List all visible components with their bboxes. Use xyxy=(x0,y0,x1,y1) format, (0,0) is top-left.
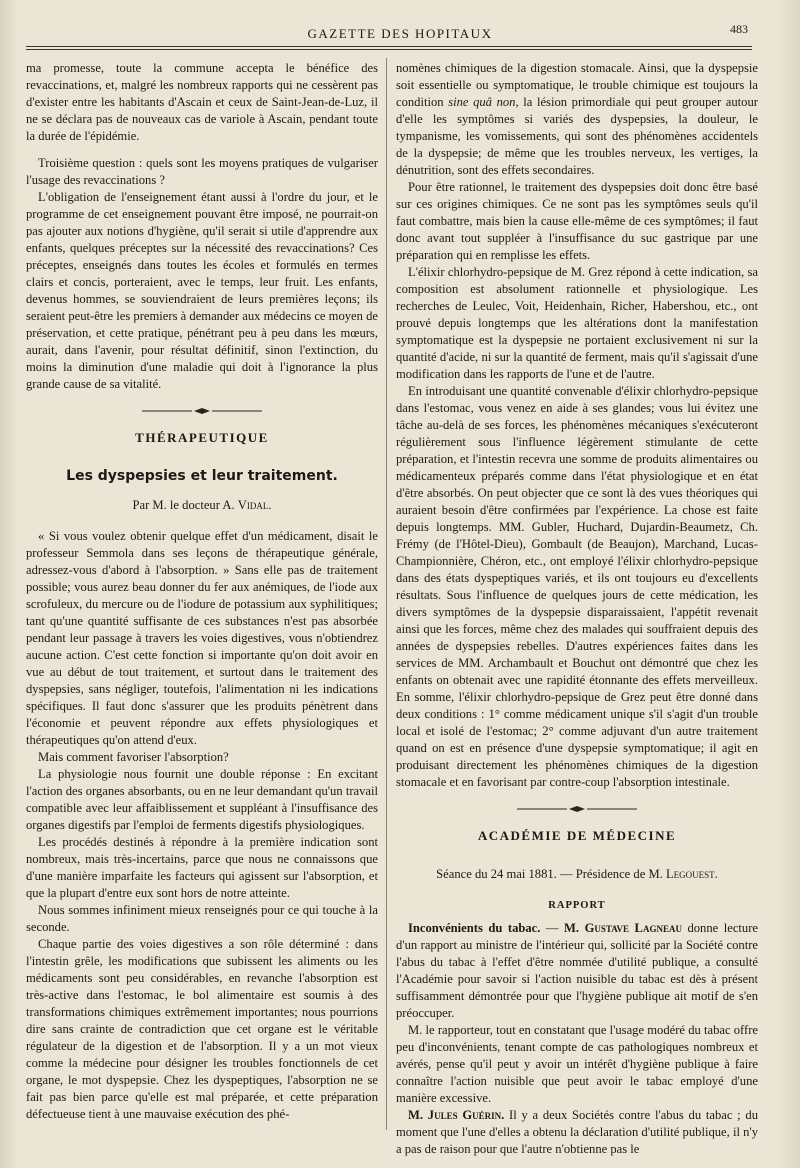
page-number: 483 xyxy=(730,22,748,36)
paragraph: M. le rapporteur, tout en constatant que l'usage modéré du tabac offre peu d'inconvénients, tenant compte de cas pathologiques nombreux et avérés, pense qu'il peut y avoir un intérêt d'hygiène publique à faire connaître l'action nuisible que peut avoir le tabac employé d'une manière excessive. xyxy=(396,1023,758,1105)
byline-prefix: Par M. le docteur A. xyxy=(132,498,238,512)
paragraph: Chaque partie des voies digestives a son rôle déterminé : dans l'intestin grêle, les modifications que subissent les aliments ou les médicaments sont peu considérables, en revanche l'absorption est très-active dans l'estomac, le bol alimentaire est soumis à des transformations chimiques extrêmement importantes; nous pourrions dire sans crainte de contradiction que cet organe est le véritable régulateur de la digestion et de l'absorption. Il y a un mot vieux comme la médecine pour désigner les troubles fonctionnels de cet organe, le mot dyspepsie. Chez les dyspeptiques, l'absorption ne se fait pas bien parce qu'elle est mal préparée, et cette préparation défectueuse tient à une mauvaise exécution des phé- xyxy=(26,937,378,1121)
paragraph: La physiologie nous fournit une double réponse : En excitant l'action des organes absorbants, ou en ne leur demandant qu'un travail compatible avec leur affaiblissement et suppléant à l'insuffisance des organes digestifs par l'emploi de ferments digestifs physiologiques. xyxy=(26,767,378,832)
left-column xyxy=(26,60,378,1128)
president-name: Legouest xyxy=(665,867,715,881)
paragraph: Les procédés destinés à répondre à la première indication sont nombreux, mais très-incertains, parce que nous ne connaissons que d'une manière imparfaite les facteurs qui agissent sur l'absorption, et que la plupart d'entre eux sont hors de notre atteinte. xyxy=(26,835,378,900)
right-column xyxy=(396,60,759,1156)
ornament-divider xyxy=(142,407,262,415)
paragraph: « Si vous voulez obtenir quelque effet d'un médicament, disait le professeur Semmola dans ses leçons de thérapeutique générale, adressez-vous d'abord à l'absorption. » Sans elle pas de traitement possible; vous aurez beau donner du fer aux anémiques, de l'iode aux scrofuleux, du mercure ou de l'iodure de potassium aux syphilitiques; tant qu'une quantité suffisante de ces substances n'est pas absorbée pendant leur passage à travers les voies digestives, vous n'obtiendrez aucune action. C'est cette fonction si importante qu'on doit avoir en vue au début de tout traitement, et surtout dans le traitement des dyspepsies, sans négliger, toutefois, l'alimentation ni les indications spécifiques. Il faut donc s'assurer que les produits pénètrent dans l'économie et peuvent répondre aux effets physiologiques et thérapeutiques qu'on attend d'eux. xyxy=(26,529,378,747)
running-title: GAZETTE DES HOPITAUX xyxy=(307,26,493,41)
byline xyxy=(26,497,378,514)
paragraph: En introduisant une quantité convenable d'élixir chlorhydro-pepsique dans l'estomac, vous venez en aide à ses glandes; vous lui évitez une tâche au-delà de ses forces, les phénomènes mécaniques s'exécuteront régulièrement sous l'influence légèrement stimulante de cette préparation, et l'intestin recevra une somme de produits alimentaires ou médicamenteux préparés comme dans l'état physiologique et en état d'être absorbés. On peut objecter que ce sont là des vues théoriques qui auraient besoin d'être confirmées par l'expérience. La chose est faite depuis longtemps. MM. Gubler, Huchard, Dujardin-Beaumetz, Ch. Frémy (de l'Hôtel-Dieu), Gombault (de Beaujon), Marchand, Lucas-Championnière, Chéron, etc., ont employé l'élixir chlorhydro-pepsique dans des états dyspeptiques variés, et ils ont toujours eu d'excellents résultats. Sous l'influence de quelques jours de cette médication, les divers symptômes de la dyspepsie disparaissaient, l'appétit revenait ainsi que les forces, même chez des malades qui souffraient depuis des années de dyspepsies rebelles. D'autres expériences faites dans les services de MM. Archambault et Bouchut ont démontré que chez les enfants on obtenait avec une rapidité étonnante des effets merveilleux. En somme, l'élixir chlorhydro-pepsique de Grez peut être donné dans deux conditions : 1° comme médicament unique s'il s'agit d'un trouble local et isolé de l'estomac; 2° comme adjuvant d'un autre traitement quand on est en présence d'une dyspepsie symptomatique; il agit en produisant directement les phénomènes chimiques de la digestion stomacale et en favorisant par contre-coup l'absorption intestinale. xyxy=(396,384,758,789)
italic-text: sine quâ non xyxy=(448,95,516,109)
text-run: nomènes chimiques de la digestion stomacale. Ainsi, que la dyspepsie soit essentielle ou symptomatique, le trouble chimique est toujours la condition xyxy=(396,61,758,109)
speaker-name: M. Gustave Lagneau xyxy=(564,921,682,935)
subject-lead: Inconvénients du tabac. xyxy=(408,921,541,935)
byline-suffix: . xyxy=(268,498,272,512)
section-title: ACADÉMIE DE MÉDECINE xyxy=(477,828,677,843)
section-title: THÉRAPEUTIQUE xyxy=(135,430,269,445)
text-run: Il y a deux Sociétés contre l'abus du tabac ; du moment que l'une d'elles a obtenu la déclaration d'utilité publique, il n'y a pas de raison pour que l'autre n'obtienne pas le xyxy=(396,1108,759,1156)
paragraph: L'obligation de l'enseignement étant aussi à l'ordre du jour, et le programme de cet enseignement pouvant être imposé, ne pourrait-on pas ajouter aux notions d'hygiène, qu'il serait si utile d'apprendre aux enfants, quelques préceptes sur la nécessité des revaccinations? Ces préceptes, enseignés dans toutes les écoles et formulés en termes clairs et concis, porteraient, avec le temps, leur fruit. Les enfants, devenus hommes, se souviendraient de leurs premières leçons; ils seraient peut-être les premiers à demander aux médecins ce moyen de préservation, et cette pratique, pénétrant peu à peu dans les mœurs, aurait, dans l'avenir, pour résultat définitif, sinon l'extinction, du moins la diminution d'une maladie qui doit à l'ignorance la plus grande cause de sa vitalité. xyxy=(26,190,378,391)
seance-prefix: Séance du 24 mai 1881. — Présidence de M. xyxy=(436,867,666,881)
dash: — xyxy=(540,921,565,935)
text-run: donne lecture d'un rapport au ministre de l'intérieur qui, sollicité par la Société contre l'abus du tabac à l'effet d'être nommée d'utilité publique, a consulté l'Académie pour savoir si l'action nuisible du tabac est dès à présent suffisamment démontrée pour que l'hygiène publique ait motif de s'en préoccuper. xyxy=(396,921,758,1020)
paragraph: Nous sommes infiniment mieux renseignés pour ce qui touche à la seconde. xyxy=(26,903,378,934)
text-run: , la lésion primordiale qui peut grouper autour d'elle les symptômes si variés des dyspepsies, la douleur, le tympanisme, les vomissements, qui sont des phénomènes accidentels de la dyspepsie; de même que les troubles nerveux, les vertiges, la dénutrition, sont des effets secondaires. xyxy=(396,95,758,177)
author-name: Vidal xyxy=(237,498,269,512)
rapport-heading: RAPPORT xyxy=(548,900,606,911)
column-divider xyxy=(386,58,387,1130)
paragraph: Mais comment favoriser l'absorption? xyxy=(38,750,229,764)
article-title: Les dyspepsies et leur traitement. xyxy=(66,468,338,484)
seance-suffix: . xyxy=(714,867,718,881)
paragraph xyxy=(396,920,758,1022)
paragraph: Troisième question : quels sont les moyens pratiques de vulgariser l'usage des revaccinations ? xyxy=(26,156,378,187)
paragraph xyxy=(396,1107,758,1158)
speaker-name: M. Jules Guérin. xyxy=(408,1108,505,1122)
paragraph xyxy=(396,60,758,179)
paragraph: Pour être rationnel, le traitement des dyspepsies doit donc être basé sur ces origines chimiques. Ce ne sont pas les symptômes seuls qu'il faut combattre, mais bien la cause elle-même de ces symptômes; il faut donc avant tout suppléer à l'insuffisance du suc gastrique par une préparation qui en remplisse les effets. xyxy=(396,180,758,262)
header-rule xyxy=(26,46,752,50)
ornament-divider xyxy=(517,805,637,813)
paragraph: L'élixir chlorhydro-pepsique de M. Grez répond à cette indication, sa composition est absolument rationnelle et physiologique. Les recherches de Leulec, Voit, Heidenhain, Richer, Habershou, etc., ont prouvé depuis longtemps que les altérations dont la manifestation symptomatique est la dyspepsie ne portaient exclusivement ni sur la quantité d'acide, ni sur la quantité de ferment, mais qu'il s'agissait d'une modification dans les rapports de l'une et de l'autre. xyxy=(396,265,758,381)
paragraph: ma promesse, toute la commune accepta le bénéfice des revaccinations, et, malgré les nombreux rapports qui ne cessèrent pas d'exister entre les habitants d'Ascain et ceux de Saint-Jean-de-Luz, il ne se déclara pas de nouveaux cas de variole à Ascain, pendant toute la durée de l'épidémie. xyxy=(26,61,378,143)
seance-line xyxy=(396,866,758,883)
